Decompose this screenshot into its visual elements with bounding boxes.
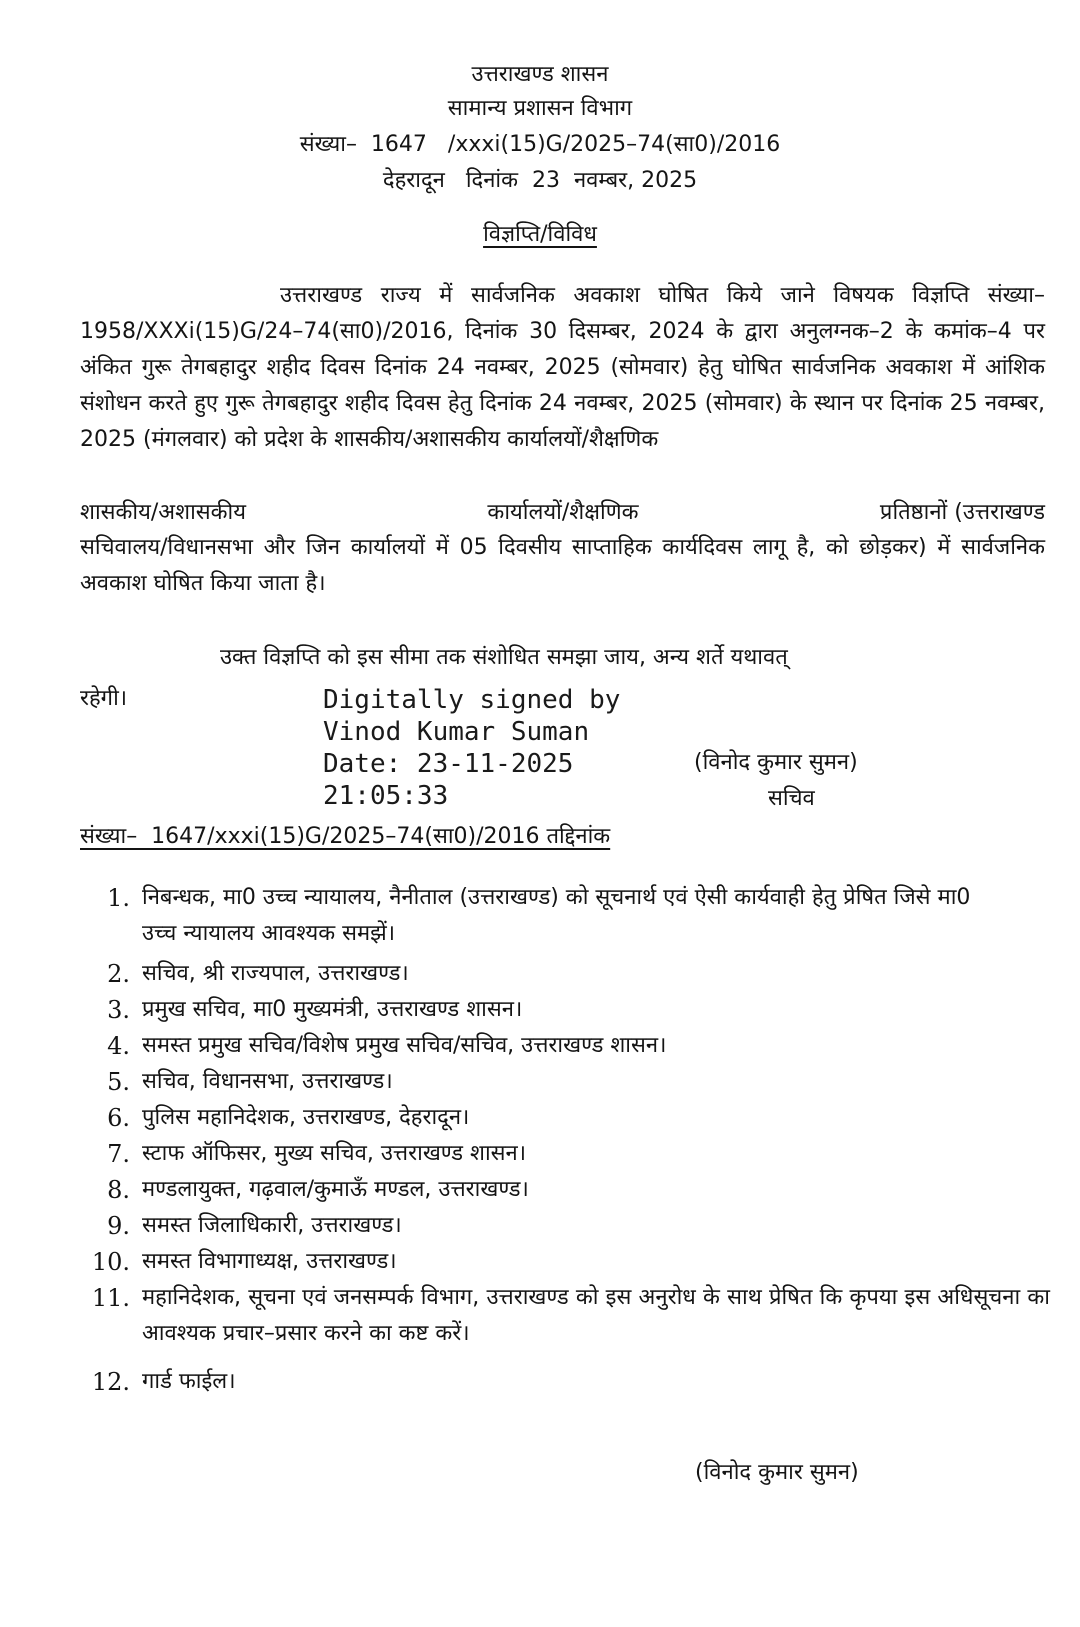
item-number: 5. xyxy=(107,1068,130,1096)
item-number: 2. xyxy=(107,960,130,988)
item-text: स्टाफ ऑफिसर, मुख्य सचिव, उत्तराखण्ड शासन। xyxy=(142,1141,527,1166)
item-number: 12. xyxy=(91,1368,130,1396)
notification-paragraph: उत्तराखण्ड राज्य में सार्वजनिक अवकाश घोषित किये जाने विषयक विज्ञप्ति संख्या–1958/XXXi(15)G/24–74(सा0)/2016, दिनांक 30 दिसम्बर, 2024 के द्वारा अनुलग्नक–2 के कमांक–4 पर अंकित गुरू तेगबहादुर शहीद दिवस दिनांक 24 नवम्बर, 2025 (सोमवार) हेतु घोषित सार्वजनिक अवकाश में आंशिक संशोधन करते हुए गुरू तेगबहादुर शहीद दिवस हेतु दिनांक 24 नवम्बर, 2025 (सोमवार) के स्थान पर दिनांक 25 नवम्बर, 2025 (मंगलवार) को प्रदेश के शासकीय/अशासकीय कार्यालयों/शैक्षणिक xyxy=(80,283,1045,452)
item-text: निबन्धक, मा0 उच्च न्यायालय, नैनीताल (उत्तराखण्ड) को सूचनार्थ एवं ऐसी कार्यवाही हेतु प्रेषित जिसे मा0 उच्च न्यायालय आवश्यक समझें। xyxy=(142,885,971,946)
item-text: समस्त जिलाधिकारी, उत्तराखण्ड। xyxy=(142,1213,402,1238)
place-date: देहरादून दिनांक 23 नवम्बर, 2025 xyxy=(382,168,698,193)
item-number: 9. xyxy=(107,1212,130,1240)
signature-line: Date: 23-11-2025 xyxy=(323,749,574,779)
item-text: गार्ड फाईल। xyxy=(142,1369,236,1394)
signature-line: Digitally signed by xyxy=(323,685,621,715)
department-heading: सामान्य प्रशासन विभाग xyxy=(447,96,633,121)
signature-line: Vinod Kumar Suman xyxy=(323,717,590,747)
item-text: पुलिस महानिदेशक, उत्तराखण्ड, देहरादून। xyxy=(142,1105,470,1130)
footer-signatory-name: (विनोद कुमार सुमन) xyxy=(695,1460,859,1485)
item-number: 10. xyxy=(91,1248,130,1276)
item-text: सचिव, विधानसभा, उत्तराखण्ड। xyxy=(142,1069,393,1094)
item-text: मण्डलायुक्त, गढ़वाल/कुमाऊँ मण्डल, उत्तराखण्ड। xyxy=(142,1177,529,1202)
signature-line: 21:05:33 xyxy=(323,781,449,811)
amendment-paragraph: उक्त विज्ञप्ति को इस सीमा तक संशोधित समझा जाय, अन्य शर्ते यथावत् xyxy=(220,645,788,670)
notification-paragraph-end: सचिवालय/विधानसभा और जिन कार्यालयों में 05 दिवसीय साप्ताहिक कार्यदिवस लागू है, को छोड़कर) में सार्वजनिक अवकाश घोषित किया जाता है। xyxy=(80,535,1045,596)
order-number: संख्या– 1647 /xxxi(15)G/2025–74(सा0)/2016 xyxy=(299,132,781,157)
govt-heading: उत्तराखण्ड शासन xyxy=(471,62,609,87)
amendment-paragraph-end: रहेगी। xyxy=(80,686,128,711)
document-title: विज्ञप्ति/विविध xyxy=(483,222,597,247)
line-segment: प्रतिष्ठानों (उत्तराखण्ड xyxy=(879,500,1045,525)
item-number: 8. xyxy=(107,1176,130,1204)
item-text: प्रमुख सचिव, मा0 मुख्यमंत्री, उत्तराखण्ड शासन। xyxy=(142,997,523,1022)
item-text: समस्त विभागाध्यक्ष, उत्तराखण्ड। xyxy=(142,1249,397,1274)
paragraph-spaced-line xyxy=(80,502,1045,524)
item-number: 3. xyxy=(107,996,130,1024)
item-text: महानिदेशक, सूचना एवं जनसम्पर्क विभाग, उत्तराखण्ड को इस अनुरोध के साथ प्रेषित कि कृपया इस अधिसूचना का आवश्यक प्रचार–प्रसार करने का कष्ट करें। xyxy=(142,1285,1050,1346)
line-segment: शासकीय/अशासकीय xyxy=(80,500,246,525)
item-number: 6. xyxy=(107,1104,130,1132)
item-number: 11. xyxy=(91,1284,130,1312)
item-number: 4. xyxy=(107,1032,130,1060)
signatory-name: (विनोद कुमार सुमन) xyxy=(694,750,858,775)
signatory-designation: सचिव xyxy=(768,786,815,811)
item-number: 1. xyxy=(107,884,130,912)
copy-number: संख्या– 1647/xxxi(15)G/2025–74(सा0)/2016 तद्दिनांक xyxy=(80,824,611,849)
item-text: सचिव, श्री राज्यपाल, उत्तराखण्ड। xyxy=(142,961,409,986)
digital-signature xyxy=(323,684,620,812)
item-number: 7. xyxy=(107,1140,130,1168)
line-segment: कार्यालयों/शैक्षणिक xyxy=(487,500,639,525)
item-text: समस्त प्रमुख सचिव/विशेष प्रमुख सचिव/सचिव, उत्तराखण्ड शासन। xyxy=(142,1033,667,1058)
